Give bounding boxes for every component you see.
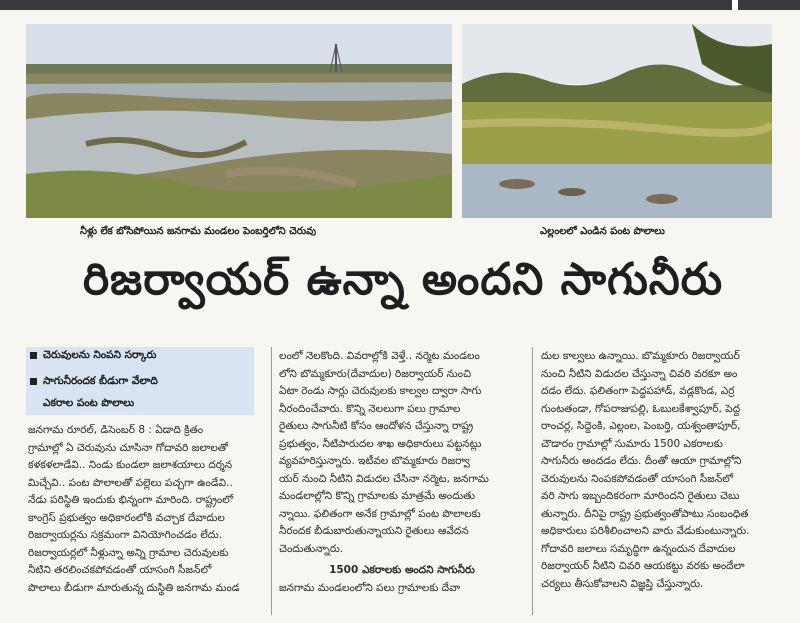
article-line: న్నాయి. ఫలితంగా అనేక గ్రామాల్లో పంట పొలాలకు <box>279 507 481 520</box>
article-line: చౌడారం గ్రామాల్లో సుమారు 1500 ఎకరాలకు <box>541 437 723 450</box>
article-line: కళకళలాడేవి.. నిండు కుండలా జలాశయాలు దర్శన <box>28 459 233 471</box>
article-line: నేడు పరిస్థితి ఇందుకు భిన్నంగా మారింది. రాష్ట్రంలో <box>28 494 234 506</box>
article-line: నీరందక బీడుబారుతున్నాయని రైతులు ఆవేదన <box>279 525 469 537</box>
article-column-2 <box>279 348 525 597</box>
photo-dry-fields <box>462 24 772 218</box>
article-line: రిజర్వాయర్లలో నీళ్లున్నా అన్ని గ్రామాల చెరువులకు <box>28 546 229 559</box>
article-line: లోని బొమ్మకూరు(దేవాదుల) రిజర్వాయర్ నుంచి <box>279 367 472 380</box>
article-line: రిజర్వాయర్ నీటిని చివరి ఆయకట్టు వరకు అందేలా <box>541 560 745 572</box>
article-line: దడం లేదు. ఫలితంగా పెద్దపహాడ్, వడ్లకొండ, ఎర్ర <box>541 385 735 397</box>
article-line: అధికారులు పరిశీలించాలని వారు వేడుకుంటున్నారు. <box>541 525 750 537</box>
bullet-icon <box>30 352 37 359</box>
article-line: రైతులు సాగునీటి కోసం ఆందోళన చేస్తున్నా రాష్ట్ర <box>279 420 474 432</box>
article-line: లంలో నెలకొంది. వివరాల్లోకి వెళ్తే.. నర్మెట మండలం <box>279 350 480 362</box>
article-line: చెందుతున్నారు. <box>279 542 344 555</box>
bullet-icon <box>30 378 37 385</box>
article-line: దుల కాల్వలు ఉన్నాయి. బొమ్మకూరు రిజర్వాయర్ <box>541 350 740 362</box>
highlight-2: సాగునీరందక బీడుగా వేలాది <box>30 375 158 390</box>
highlight-1: చెరువులను నింపని సర్కారు <box>30 349 156 364</box>
article-column-3 <box>541 348 781 593</box>
article-line: పొలాలు బీడుగా మారుతున్న దుస్థితి జనగామ మండ <box>28 581 240 594</box>
headline: రిజర్వాయర్ ఉన్నా అందని సాగునీరు <box>82 254 724 305</box>
article-line: గోదావరి జలాలు సమృద్ధిగా ఉన్నందున దేవాదుల <box>541 542 736 555</box>
article-line: ఏటా రెండు సార్లు చెరువులకు కాల్వల ద్వారా సాగు <box>279 385 482 397</box>
column-divider <box>532 347 533 615</box>
article-line: మండలాల్లోని కొన్ని గ్రామాలకు మాత్రమే అందుతు <box>279 490 475 502</box>
article-column-1 <box>28 422 264 597</box>
article-line: గుంటతండా, గోపరాజుపల్లి, ఓబులకేశ్వాపూర్, పెద్ద <box>541 402 741 415</box>
article-line: నీటిని తరలించకపోవడంతో యాసంగి సీజన్‌లో <box>28 564 212 576</box>
photo-dry-tank <box>26 24 452 218</box>
article-line: ప్రభుత్వం, నీటిపారుదల శాఖ అధికారులు పట్టనట్లు <box>279 437 482 450</box>
article-line: రాంచర్ల, సిద్దెంకి, ఎల్లంల, పెంబర్తి, యశ్వంతాపూర్, <box>541 420 741 432</box>
column-divider <box>271 347 272 615</box>
article-line: చెరువులను నింపకపోవడంతో యాసంగి సీజన్‌లో <box>541 472 734 485</box>
article-line: కాంగ్రెస్ ప్రభుత్వం అధికారంలోకి వచ్చాక దేవాదుల <box>28 511 225 524</box>
article-line: వరి సాగు ఇబ్బందికరంగా మారిందని రైతులు చెబు <box>541 490 740 502</box>
article-line: సాగునీరు అందడం లేదు. దీంతో ఆయా గ్రామాల్లోని <box>541 455 742 467</box>
highlight-2-continued: ఎకరాల పంట పొలాలు <box>43 397 135 409</box>
article-line: చర్యలు తీసుకోవాలని విజ్ఞప్తి చేస్తున్నారు. <box>541 577 704 590</box>
article-line: గ్రామాల్లో ఏ చెరువును చూసినా గోదావరి జలాలతో <box>28 441 229 454</box>
article-line: జనగామ రూరల్, డిసెంబర్ 8 : ఏడాది క్రితం <box>28 424 204 436</box>
article-line: మిచ్చేవి.. పంట పొలాలతో పల్లెలు పచ్చగా ఉండేవి.. <box>28 476 233 489</box>
left-photo-caption: నీళ్లు లేక బోసిపోయిన జనగామ మండలం పెంబర్తిలోని చెరువు <box>80 226 317 237</box>
article-line: యర్ నుంచి నీటిని విడుదల చేసినా నర్మెట, జనగామ <box>279 472 489 485</box>
article-subheading: 1500 ఎకరాలకు అందని సాగునీరు <box>329 564 475 576</box>
top-border-gap <box>732 0 738 10</box>
article-line: రిజర్వాయర్లను సక్రమంగా వినియోగించడం లేదు. <box>28 529 223 541</box>
article-line: జనగామ మండలంలోని పలు గ్రామాలకు దేవా <box>279 581 461 594</box>
top-border <box>0 0 800 10</box>
article-line: నీరందించేవారు. కొన్ని నెలలుగా పలు గ్రామాల <box>279 402 461 415</box>
right-photo-caption: ఎల్లంలలో ఎండిన పంట పొలాలు <box>540 226 665 237</box>
article-line: నుంచి నీటిని విడుదల చేస్తున్నా చివరి వరకూ అం <box>541 367 738 380</box>
article-line: వ్యవహరిస్తున్నారు. ఇటీవల బొమ్మకూరు రిజర్వా <box>279 455 470 467</box>
article-line: తున్నారు. దీనిపై రాష్ట్ర ప్రభుత్వంతోపాటు సంబంధిత <box>541 507 749 520</box>
